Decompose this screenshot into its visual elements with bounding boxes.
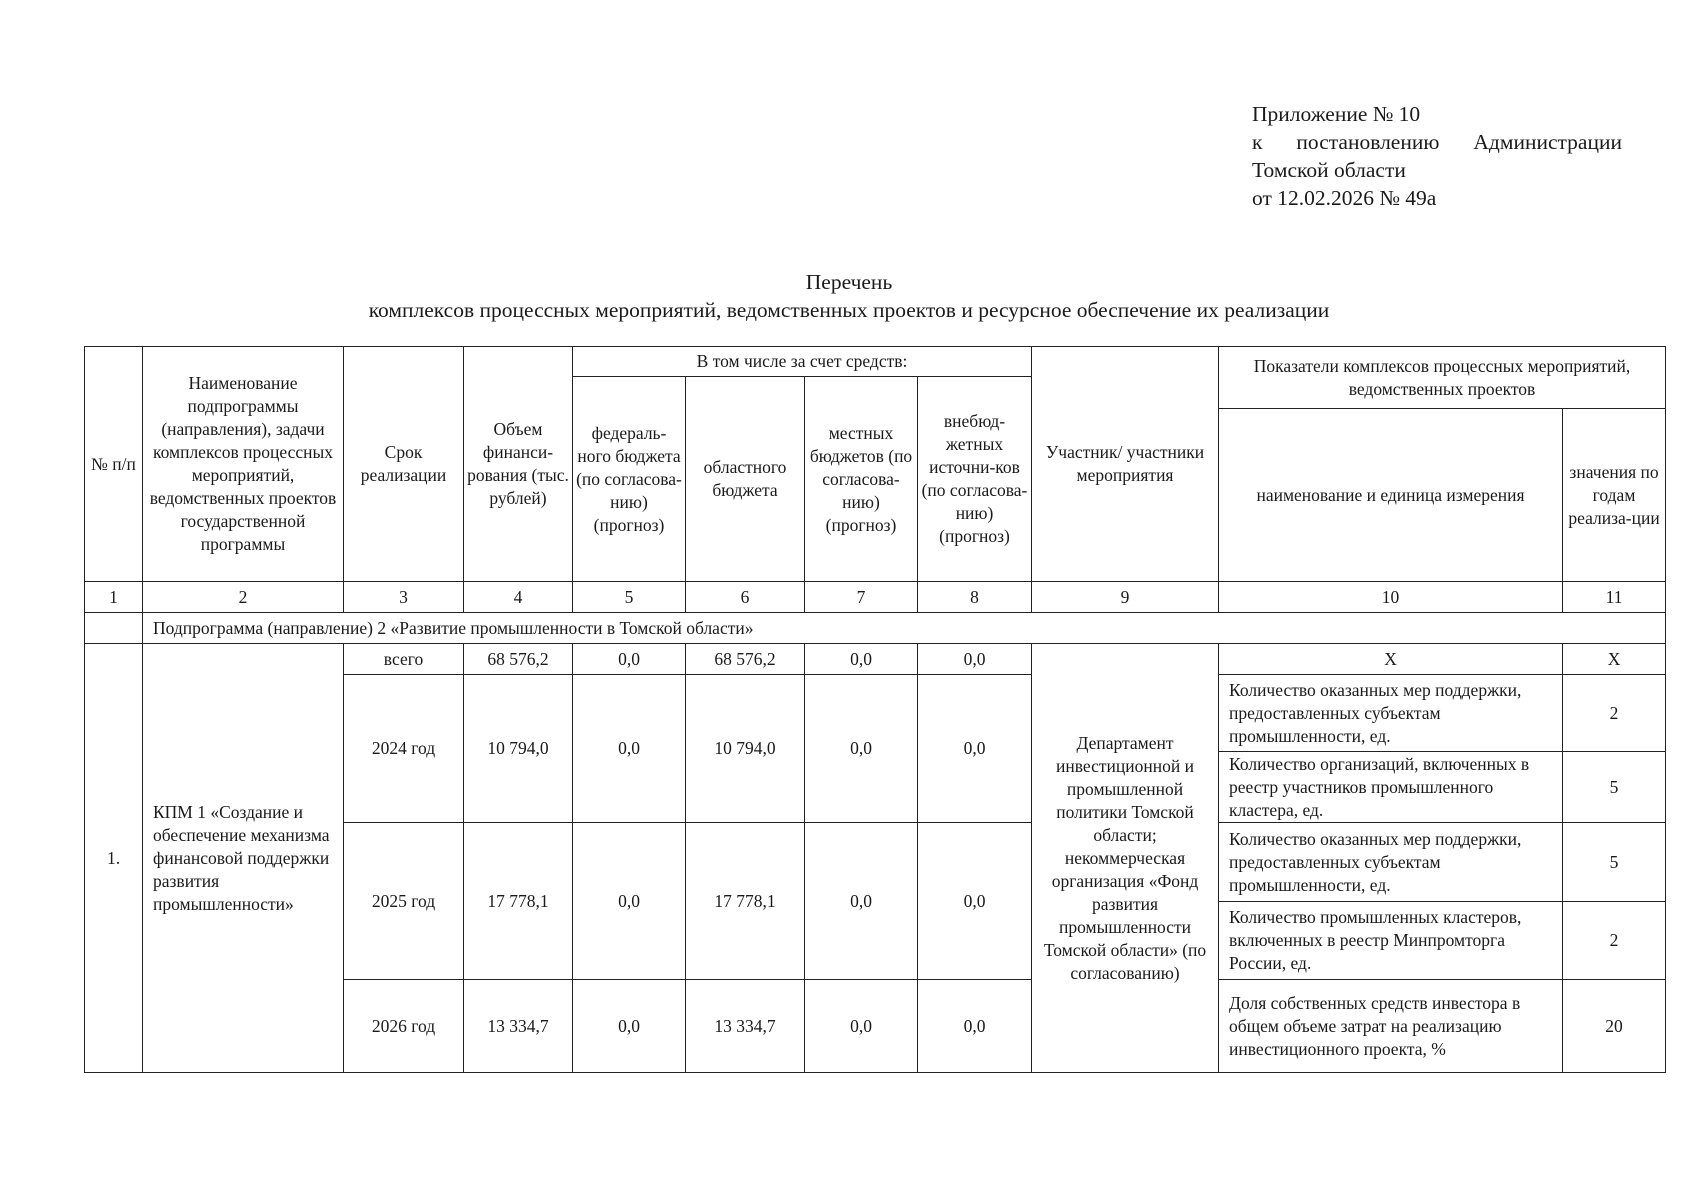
- indicator-2-value: 5: [1563, 752, 1666, 823]
- row-total-volume: 68 576,2: [464, 644, 573, 675]
- row-2024-term: 2024 год: [344, 675, 464, 823]
- row-2024-regional: 10 794,0: [686, 675, 805, 823]
- item-number: 1.: [85, 644, 143, 1073]
- header-volume: Объем финанси-рования (тыс. рублей): [464, 347, 573, 582]
- row-2024-volume: 10 794,0: [464, 675, 573, 823]
- header-indicators: Показатели комплексов процессных мероприятий, ведомственных проектов: [1219, 347, 1666, 409]
- header-indicator-name: наименование и единица измерения: [1219, 409, 1563, 582]
- col-number-4: 4: [464, 582, 573, 613]
- row-2025-local: 0,0: [805, 823, 918, 980]
- row-total-extra: 0,0: [918, 644, 1032, 675]
- indicator-1-value: 2: [1563, 675, 1666, 752]
- row-total-local: 0,0: [805, 644, 918, 675]
- row-2026-term: 2026 год: [344, 980, 464, 1073]
- row-2025-regional: 17 778,1: [686, 823, 805, 980]
- row-total-federal: 0,0: [573, 644, 686, 675]
- indicator-total-name: Х: [1219, 644, 1563, 675]
- header-regional: областного бюджета: [686, 377, 805, 582]
- col-number-2: 2: [143, 582, 344, 613]
- col-number-3: 3: [344, 582, 464, 613]
- row-2024-extra: 0,0: [918, 675, 1032, 823]
- row-2026-volume: 13 334,7: [464, 980, 573, 1073]
- row-total-regional: 68 576,2: [686, 644, 805, 675]
- col-number-1: 1: [85, 582, 143, 613]
- indicator-4-name: Количество промышленных кластеров, включенных в реестр Минпромторга России, ед.: [1219, 902, 1563, 980]
- appendix-block: [1252, 100, 1622, 212]
- col-number-8: 8: [918, 582, 1032, 613]
- col-number-11: 11: [1563, 582, 1666, 613]
- appendix-line-3: Томской области: [1252, 158, 1406, 182]
- appendix-word-k: к: [1252, 130, 1263, 154]
- item-participant: Департамент инвестиционной и промышленной политики Томской области; некоммерческая организация «Фонд развития промышленности Томской области» (по согласованию): [1032, 644, 1219, 1073]
- row-2026-regional: 13 334,7: [686, 980, 805, 1073]
- col-number-6: 6: [686, 582, 805, 613]
- document-title: Перечень: [805, 270, 893, 294]
- row-2024-local: 0,0: [805, 675, 918, 823]
- col-number-7: 7: [805, 582, 918, 613]
- row-2025-federal: 0,0: [573, 823, 686, 980]
- header-local: местных бюджетов (по согласова-нию) (прогноз): [805, 377, 918, 582]
- indicator-total-value: Х: [1563, 644, 1666, 675]
- resource-table: [84, 346, 1666, 1073]
- indicator-2-name: Количество организаций, включенных в реестр участников промышленного кластера, ед.: [1219, 752, 1563, 823]
- col-number-9: 9: [1032, 582, 1219, 613]
- appendix-word-resolution: постановлению: [1296, 130, 1440, 154]
- indicator-4-value: 2: [1563, 902, 1666, 980]
- col-number-5: 5: [573, 582, 686, 613]
- header-name: Наименование подпрограммы (направления), задачи комплексов процессных мероприятий, ведомственных проектов государственной программы: [143, 347, 344, 582]
- header-extra: внебюд-жетных источни-ков (по согласова-нию) (прогноз): [918, 377, 1032, 582]
- appendix-line-4: от 12.02.2026 № 49а: [1252, 186, 1437, 210]
- subprogram-num-cell: [85, 613, 143, 644]
- indicator-3-name: Количество оказанных мер поддержки, предоставленных субъектам промышленности, ед.: [1219, 823, 1563, 902]
- indicator-5-value: 20: [1563, 980, 1666, 1073]
- indicator-3-value: 5: [1563, 823, 1666, 902]
- col-number-10: 10: [1219, 582, 1563, 613]
- indicator-5-name: Доля собственных средств инвестора в общем объеме затрат на реализацию инвестиционного проекта, %: [1219, 980, 1563, 1073]
- header-participant: Участник/ участники мероприятия: [1032, 347, 1219, 582]
- indicator-1-name: Количество оказанных мер поддержки, предоставленных субъектам промышленности, ед.: [1219, 675, 1563, 752]
- row-total-term: всего: [344, 644, 464, 675]
- row-2025-extra: 0,0: [918, 823, 1032, 980]
- row-2024-federal: 0,0: [573, 675, 686, 823]
- header-term: Срок реализации: [344, 347, 464, 582]
- row-2026-federal: 0,0: [573, 980, 686, 1073]
- appendix-word-administration: Администрации: [1473, 130, 1622, 154]
- header-indicator-values: значения по годам реализа-ции: [1563, 409, 1666, 582]
- item-name: КПМ 1 «Создание и обеспечение механизма финансовой поддержки развития промышленности»: [143, 644, 344, 1073]
- appendix-line-1: Приложение № 10: [1252, 102, 1421, 126]
- document-subtitle: комплексов процессных мероприятий, ведомственных проектов и ресурсное обеспечение их реализации: [368, 298, 1330, 322]
- header-including: В том числе за счет средств:: [573, 347, 1032, 377]
- appendix-line-2: [1252, 128, 1622, 156]
- subprogram-title: Подпрограмма (направление) 2 «Развитие промышленности в Томской области»: [143, 613, 1666, 644]
- row-2025-volume: 17 778,1: [464, 823, 573, 980]
- header-num: № п/п: [85, 347, 143, 582]
- header-federal: федераль-ного бюджета (по согласова-нию) (прогноз): [573, 377, 686, 582]
- row-2026-local: 0,0: [805, 980, 918, 1073]
- row-2026-extra: 0,0: [918, 980, 1032, 1073]
- row-2025-term: 2025 год: [344, 823, 464, 980]
